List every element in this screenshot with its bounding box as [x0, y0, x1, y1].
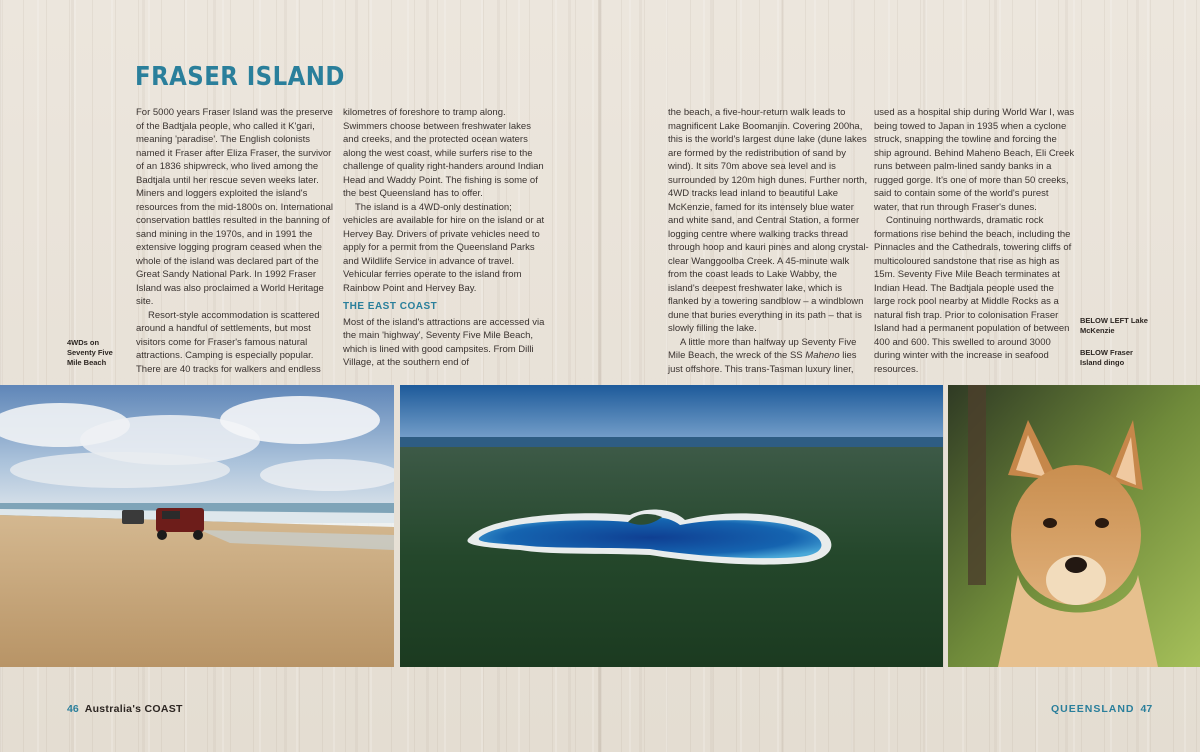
paragraph: Resort-style accommodation is scattered around a handful of settlements, but most visitors come for Fraser's famous natural attractions. Camping is especially popular. There are 40 tracks for walkers and endless: [136, 309, 321, 375]
text-run: A little more than halfway up Seventy Five Mile Beach, the wreck of the SS: [668, 336, 857, 361]
page-number-left: 46: [67, 703, 79, 715]
paragraph: Continuing northwards, dramatic rock formations rise behind the beach, including the Pinnacles and the Cathedrals, towering cliffs of multicoloured sandstone that rise as high as 15m. Seventy Five Mile Beach terminates at Indian Head. The Badtjala people used the large rock pool nearby at Middle Rocks as a natural fish trap. Prior to colonisation Fraser Island had a permanent population of between 400 and 600. This swelled to around 3000 during winter with the increase in seafood resources.: [874, 215, 1072, 375]
caption-lake: BELOW LEFT Lake McKenzie: [1080, 316, 1148, 335]
book-title: Australia's COAST: [84, 703, 183, 715]
paragraph: Most of the island's attractions are accessed via the main 'highway', Seventy Five Mile Beach, which is lined with good campsites. From Dilli Village, at the southern end of: [343, 316, 545, 368]
ship-name: Maheno: [805, 350, 840, 361]
text-column-4: [874, 106, 1076, 376]
page-number-right: 47: [1140, 703, 1153, 715]
photo-caption-left: 4WDs on Seventy Five Mile Beach: [67, 338, 113, 367]
section-name: QUEENSLAND: [1051, 703, 1135, 715]
paragraph: the beach, a five-hour-return walk leads to magnificent Lake Boomanjin. Covering 200ha, this is the world's largest dune lake (dune lakes are formed by the redistribution of sand by wind). It sits 70m above sea level and is surrounded by 120m high dunes. Further north, 4WD tracks lead inland to beautiful Lake McKenzie, famed for its intensely blue water and white sand, and Central Station, a former logging centre where walking tracks thread through hoop and kauri pines and along crystal-clear Wanggoolba Creek. A 45-minute walk from the coast leads to Lake Wabby, the island's deepest freshwater lake, which is flanked by a towering sandblow – a windblown dune that buries everything in its path – that is slowly filling the lake.: [668, 107, 869, 334]
paragraph: The island is a 4WD-only destination; vehicles are available for hire on the island or at Hervey Bay. Drivers of private vehicles need to apply for a permit from the Queensland Parks and Wildlife Service in advance of travel. Vehicular ferries operate to the island from Rainbow Point and Hervey Bay.: [343, 201, 545, 294]
folio-left: [67, 703, 183, 715]
folio-right: [1051, 703, 1152, 715]
photo-caption-right: [1080, 316, 1150, 368]
caption-dingo: BELOW Fraser Island dingo: [1080, 348, 1133, 367]
paragraph: [668, 336, 870, 377]
text-run: lies just offshore. This trans-Tasman luxury liner,: [668, 350, 857, 375]
paragraph: kilometres of foreshore to tramp along. Swimmers choose between freshwater lakes and creeks, and the protected ocean waters along the west coast, while surfers rise to the challenge of quality right-handers around Indian Head and Waddy Point. The fishing is some of the best Queensland has to offer.: [343, 107, 544, 199]
lake-mckenzie-photo: [400, 385, 943, 667]
text-column-1: [136, 106, 338, 376]
paragraph: used as a hospital ship during World War I, was being towed to Japan in 1935 when a cyclone struck, snapping the towline and forcing the ship aground. Behind Maheno Beach, Eli Creek runs between palm-lined sandy banks in a rugged gorge. It's one of more than 50 creeks, said to contain some of the world's purest water, that run through Fraser's dunes.: [874, 107, 1075, 213]
text-column-3: [668, 106, 870, 376]
page-title: FRASER ISLAND: [135, 62, 345, 92]
beach-4wd-photo: [0, 385, 394, 667]
section-heading-east-coast: THE EAST COAST: [343, 301, 438, 312]
text-column-2: [343, 106, 545, 370]
paragraph: For 5000 years Fraser Island was the preserve of the Badtjala people, who called it K'gari, meaning 'paradise'. The English colonists named it Fraser after Eliza Fraser, the survivor of an 1836 shipwreck, who lived among the Badtjala until her rescue seven weeks later. Miners and loggers exploited the island's resources from the mid-1800s on. International conservation battles resulted in the banning of sand mining in the 1970s, and in 1991 the extensive logging program ceased when the whole of the island was declared part of the Great Sandy National Park. In 1992 Fraser Island was also proclaimed a World Heritage site.: [136, 107, 333, 307]
dingo-photo: [948, 385, 1200, 667]
